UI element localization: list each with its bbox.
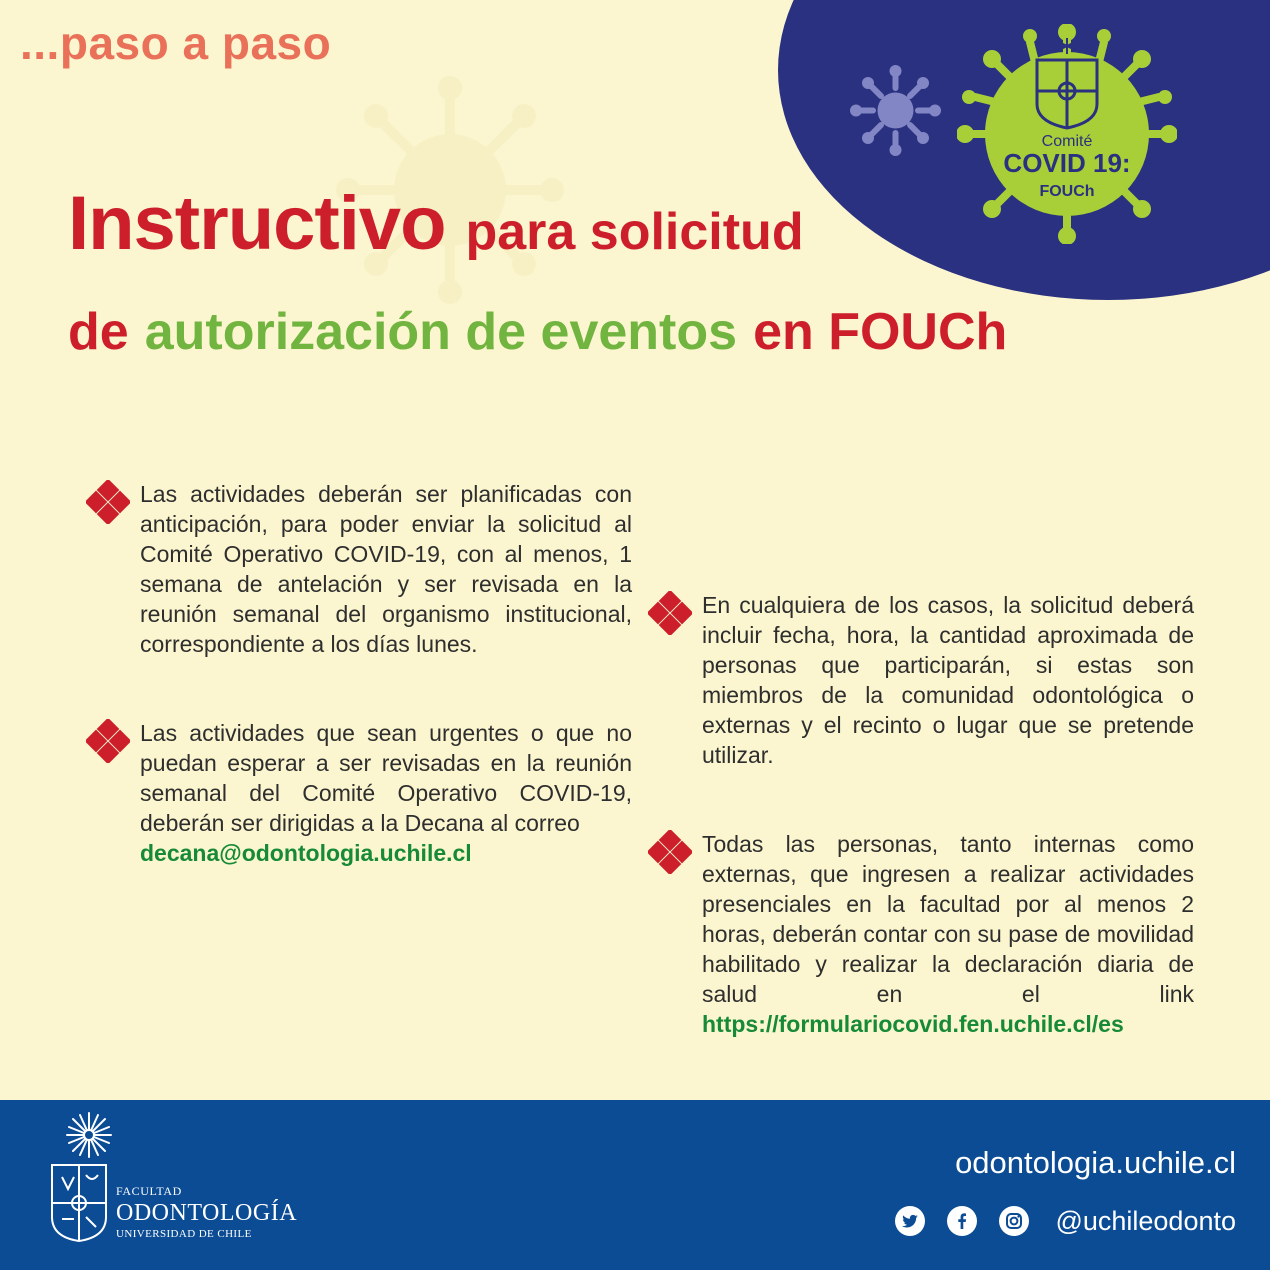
website-link[interactable]: odontologia.uchile.cl [955,1145,1236,1180]
faculty-logo [48,1109,338,1249]
bullet-text: En cualquiera de los casos, la solicitud deberá incluir fecha, hora, la cantidad aproximada de personas que participarán, si estas son miembros de la comunidad odontológica o externas y el recinto o lugar que se pretende utilizar. [702,592,1194,768]
university-name: UNIVERSIDAD DE CHILE [116,1228,252,1240]
badge-line-3: FOUCh [1039,183,1095,200]
faculty-wordmark [116,1185,297,1240]
small-virus-icon [848,63,943,158]
bullet-item [648,829,1194,1039]
bullet-item [86,479,632,659]
diamond-bullet-icon [86,480,130,524]
social-handle[interactable]: @uchileodonto [1055,1205,1236,1236]
bullet-text: Las actividades que sean urgentes o que no puedan esperar a ser revisadas en la reunión semanal del Comité Operativo COVID-19, deberán ser dirigidas a la Decana al correo [140,720,632,836]
bullet-item [86,718,632,868]
faculty-shield-icon [48,1161,110,1243]
title-line-2 [68,303,1068,361]
bullet-item [648,590,1194,770]
faculty-label: FACULTAD [116,1184,182,1198]
title-end: en FOUCh [753,303,1008,361]
social-links [895,1206,1236,1236]
university-star-icon [56,1109,122,1161]
bullet-text: Todas las personas, tanto internas como externas, que ingresen a realizar actividades presenciales en la facultad por al menos 2 horas, deberán contar con su pase de movilidad habilitado y realizar la declaración diaria de salud en el link [702,831,1194,1007]
diamond-bullet-icon [648,591,692,635]
badge-line-1: Comité [1041,133,1093,150]
bullet-content [702,829,1194,1039]
badge-line-2: COVID 19: [1003,148,1131,178]
decana-email-link[interactable]: decana@odontologia.uchile.cl [140,840,472,866]
instagram-icon[interactable] [999,1206,1029,1236]
diamond-bullet-icon [648,830,692,874]
title-suffix: para solicitud [465,203,804,261]
facebook-icon[interactable] [947,1206,977,1236]
bullet-content [140,718,632,868]
health-form-link[interactable]: https://formulariocovid.fen.uchile.cl/es [702,1011,1124,1037]
diamond-bullet-icon [86,719,130,763]
title-main: Instructivo [68,181,446,266]
bullet-text: Las actividades deberán ser planificadas con anticipación, para poder enviar la solicitud al Comité Operativo COVID-19, con al menos, 1 semana de antelación y ser revisada en la reunión semanal del organismo institucional, correspondiente a los días lunes. [140,481,632,657]
faculty-name: ODONTOLOGÍA [116,1200,298,1226]
section-kicker: ...paso a paso [20,17,332,69]
page-title [68,181,1068,361]
title-prefix: de [68,303,129,361]
title-highlight: autorización de eventos [144,303,738,361]
twitter-icon[interactable] [895,1206,925,1236]
